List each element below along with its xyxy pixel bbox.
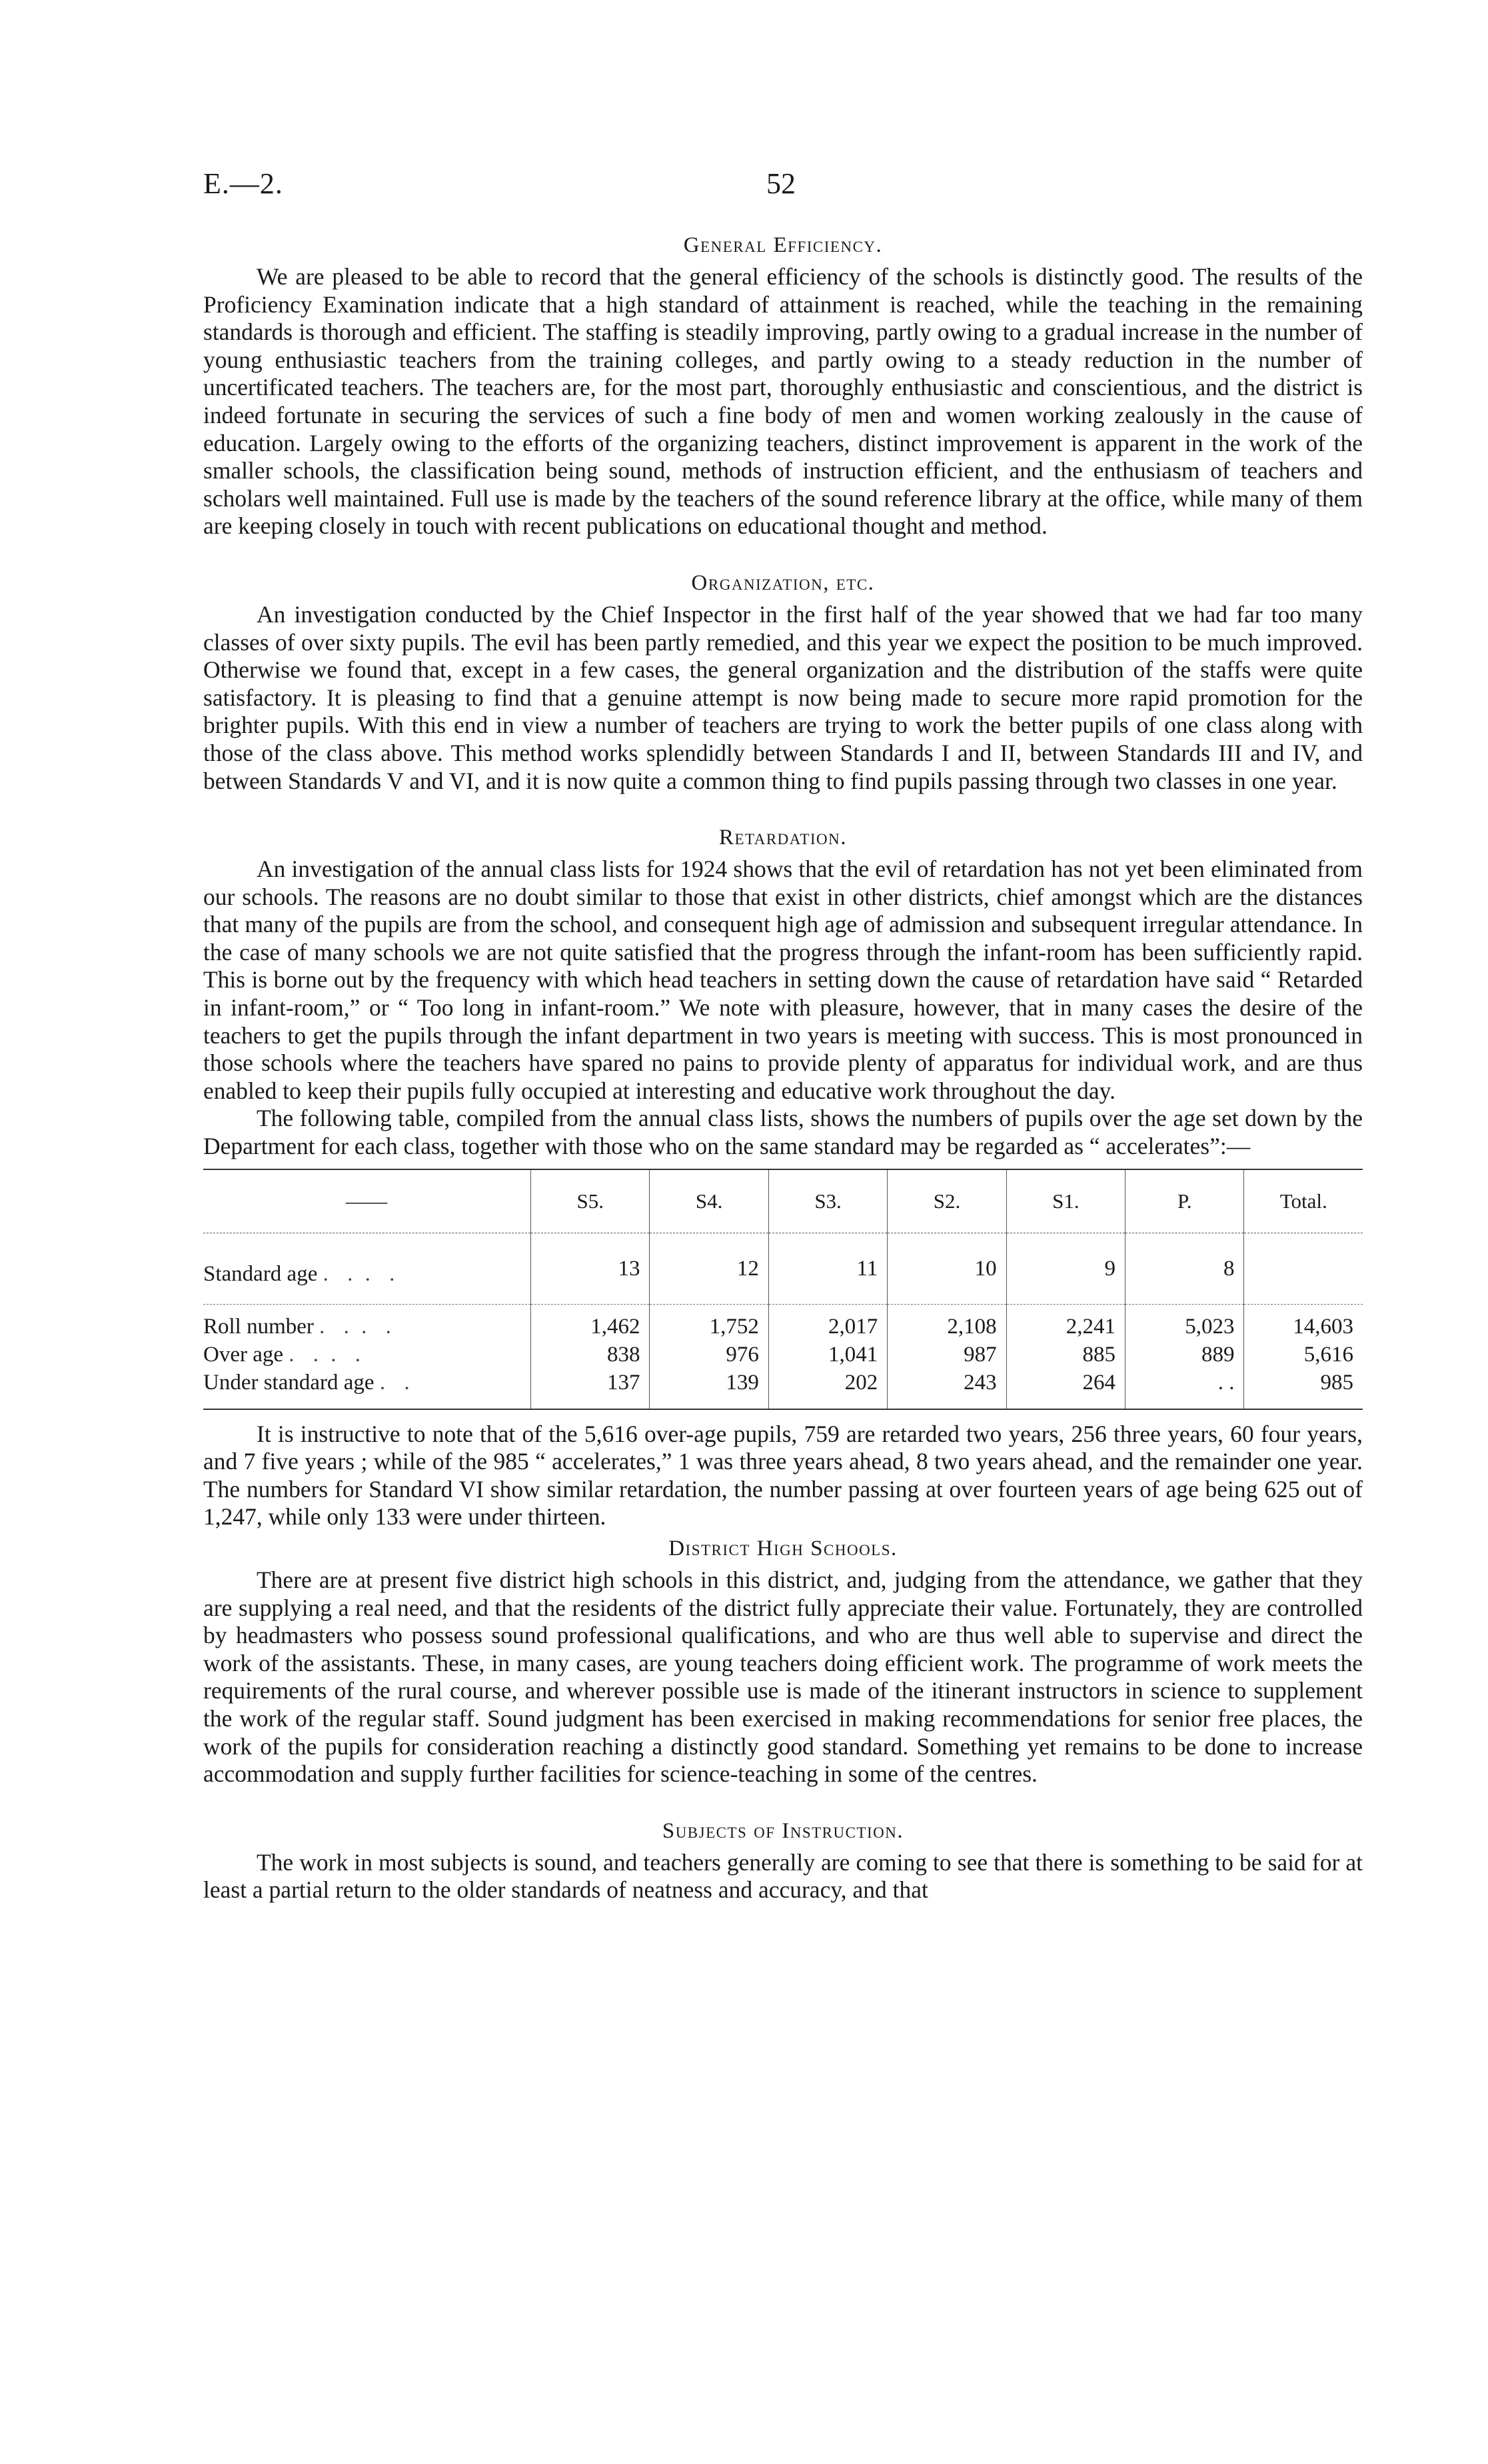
report-reference: E.—2. [203, 167, 283, 200]
column-header-total: Total. [1244, 1169, 1363, 1233]
paragraph: It is instructive to note that of the 5,616 over-age pupils, 759 are retarded two years, 256 three years, 60 four years, and 7 five years ; while of the 985 “ accelerates,” 1 was three years ahead, 8 two years ahead, and the remainder one year. The numbers for Standard VI show similar retardation, the number passing at over fourteen years of age being 625 out of 1,247, while only 133 were under thirteen. [203, 1420, 1363, 1531]
table-cell: 10 [888, 1233, 1006, 1304]
section-organization [203, 571, 1363, 795]
section-retardation [203, 826, 1363, 1531]
table-cell: . . [1125, 1369, 1244, 1409]
table-row [203, 1304, 1363, 1341]
table-cell: 8 [1125, 1233, 1244, 1304]
leader-dots: . . [379, 1370, 416, 1395]
table-cell [1244, 1233, 1363, 1304]
leader-dots: . . [331, 1342, 368, 1367]
column-header-s4: S4. [650, 1169, 768, 1233]
table-row [203, 1369, 1363, 1409]
leader-dots: . . [365, 1261, 402, 1286]
table-cell: 1,041 [768, 1341, 887, 1369]
table-cell: 1,462 [531, 1304, 650, 1341]
leader-dots: . . [319, 1314, 356, 1339]
table-cell: 202 [768, 1369, 887, 1409]
table-cell: 5,023 [1125, 1304, 1244, 1341]
paragraph: The work in most subjects is sound, and teachers generally are coming to see that there is something to be said for at least a partial return to the older standards of neatness and accuracy, and that [203, 1848, 1363, 1904]
section-subjects-of-instruction [203, 1819, 1363, 1904]
paragraph: There are at present five district high schools in this district, and, judging from the attendance, we gather that they are supplying a real need, and that the residents of the district fully appreciate their value. Fortunately, they are controlled by headmasters who possess sound professional qualifications, and who are thus well able to supervise and direct the work of the assistants. These, in many cases, are young teachers doing efficient work. The programme of work meets the requirements of the rural course, and wherever possible use is made of the itinerant instructors in science to supplement the work of the regular staff. Sound judgment has been exercised in making recommendations for senior free places, the work of the pupils for consideration reaching a distinctly good standard. Something yet remains to be done to increase accommodation and supply further facilities for science-teaching in some of the centres. [203, 1566, 1363, 1788]
column-header-s5: S5. [531, 1169, 650, 1233]
table-cell: 12 [650, 1233, 768, 1304]
row-label: Under standard age . . [203, 1369, 531, 1409]
row-label: Roll number . . . . [203, 1314, 398, 1339]
leader-dots: . . [323, 1261, 360, 1286]
column-header-s3: S3. [768, 1169, 887, 1233]
section-heading: General Efficiency. [683, 233, 883, 257]
table-cell: 243 [888, 1369, 1006, 1409]
table-corner: —— [203, 1169, 531, 1233]
paragraph: An investigation of the annual class lists for 1924 shows that the evil of retardation has not yet been eliminated from our schools. The reasons are no doubt similar to those that exist in other districts, chief amongst which are the distances that many of the pupils are from the school, and consequent high age of admission and subsequent irregular attendance. In the case of many schools we are not quite satisfied that the progress through the infant-room has been sufficiently rapid. This is borne out by the frequency with which head teachers in setting down the cause of retardation have said “ Retarded in infant-room,” or “ Too long in infant-room.” We note with pleasure, however, that in many cases the desire of the teachers to get the pupils through the infant department in two years is meeting with success. This is most pronounced in those schools where the teachers have spared no pains to provide plenty of apparatus for individual work, and are thus enabled to keep their pupils fully occupied at interesting and educative work throughout the day. [203, 856, 1363, 1104]
table-cell: 1,752 [650, 1304, 768, 1341]
row-label: Over age . . . . [203, 1342, 368, 1367]
page-number: 52 [766, 167, 796, 200]
column-header-s1: S1. [1006, 1169, 1125, 1233]
leader-dots: . . [361, 1314, 398, 1339]
table-cell: 9 [1006, 1233, 1125, 1304]
section-heading: Organization, etc. [691, 570, 875, 595]
paragraph: We are pleased to be able to record that the general efficiency of the schools is distinctly good. The results of the Proficiency Examination indicate that a high standard of attainment is reached, while the teaching in the remaining standards is thorough and efficient. The staffing is steadily improving, partly owing to a gradual increase in the number of young enthusiastic teachers from the training colleges, and partly owing to a steady reduction in the number of uncertificated teachers. The teachers are, for the most part, thoroughly enthusiastic and conscientious, and the district is indeed fortunate in securing the services of such a fine body of men and women working zealously in the cause of education. Largely owing to the efforts of the organizing teachers, distinct improvement is apparent in the work of the smaller schools, the classification being sound, methods of instruction efficient, and the enthusiasm of teachers and scholars well maintained. Full use is made by the teachers of the sound reference library at the office, while many of them are keeping closely in touch with recent publications on educational thought and method. [203, 263, 1363, 540]
column-header-s2: S2. [888, 1169, 1006, 1233]
paragraph: An investigation conducted by the Chief Inspector in the first half of the year showed that we had far too many classes of over sixty pupils. The evil has been partly remedied, and this year we expect the position to be much improved. Otherwise we found that, except in a few cases, the general organization and the distribution of the staffs were quite satisfactory. It is pleasing to find that a genuine attempt is now being made to secure more rapid promotion for the brighter pupils. With this end in view a number of teachers are trying to work the better pupils of one class along with those of the class above. This method works splendidly between Standards I and II, between Standards III and IV, and between Standards V and VI, and it is now quite a common thing to find pupils passing through two classes in one year. [203, 600, 1363, 794]
column-header-p: P. [1125, 1169, 1244, 1233]
table-cell: 985 [1244, 1369, 1363, 1409]
table-cell: 885 [1006, 1341, 1125, 1369]
table-cell: 11 [768, 1233, 887, 1304]
leader-dots: . . [289, 1342, 326, 1367]
table-cell: 139 [650, 1369, 768, 1409]
section-heading: Subjects of Instruction. [662, 1818, 904, 1843]
table-cell: 13 [531, 1233, 650, 1304]
table-cell: 838 [531, 1341, 650, 1369]
section-district-high-schools [203, 1537, 1363, 1788]
retardation-table [203, 1169, 1363, 1410]
table-cell: 889 [1125, 1341, 1244, 1369]
table-cell: 14,603 [1244, 1304, 1363, 1341]
table-cell: 137 [531, 1369, 650, 1409]
table-cell: 2,017 [768, 1304, 887, 1341]
table-cell: 2,241 [1006, 1304, 1125, 1341]
paragraph: The following table, compiled from the annual class lists, shows the numbers of pupils over the age set down by the Department for each class, together with those who on the same standard may be regarded as “ accelerates”:— [203, 1105, 1363, 1160]
section-heading: District High Schools. [668, 1537, 898, 1560]
table-row [203, 1233, 1363, 1304]
table-cell: 976 [650, 1341, 768, 1369]
table-cell: 987 [888, 1341, 1006, 1369]
table-cell: 264 [1006, 1369, 1125, 1409]
table-cell: 2,108 [888, 1304, 1006, 1341]
row-label: Standard age . . . . [203, 1233, 531, 1304]
table-header-row [203, 1169, 1363, 1233]
section-heading: Retardation. [718, 826, 848, 850]
page-body [203, 227, 1363, 1904]
section-general-efficiency [203, 233, 1363, 540]
table-cell: 5,616 [1244, 1341, 1363, 1369]
table-row [203, 1341, 1363, 1369]
